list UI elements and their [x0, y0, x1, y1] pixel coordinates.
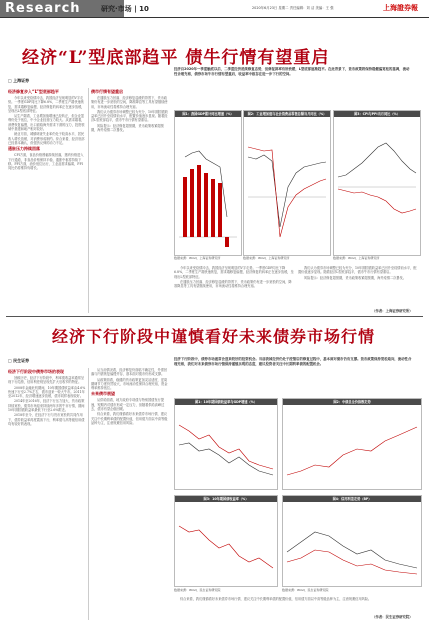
- article2-column-3: [174, 597, 420, 613]
- chart-graphic: [175, 117, 241, 253]
- article1-chart-1: [174, 110, 242, 256]
- article1-column-4: [298, 266, 418, 306]
- article2-chart-1: [174, 398, 278, 490]
- chart-graphic: [283, 502, 421, 586]
- article1-paragraph: 从生产端看，工业增加值增速已经转正，但企业盈利仍处于低位，中小企业经营压力较大。从需求端看，消费恢复偏慢，出口面临海外需求下滑的压力，投资领域中基建和地产相对较好。: [8, 114, 85, 132]
- article2-chart-caption: 数据来源：Wind，民生证券研究院: [174, 588, 221, 592]
- chart-title: 图2：工业增加值与社会消费品零售总额当月同比（%）: [244, 111, 330, 117]
- article1-paragraph: CPI方面，食品价格涨幅持续回落，猪肉价格进入下行通道，非食品价格保持平稳，通胀中枢将持续下移。PPI方面，油价低位运行，工业品需求偏弱，PPI同比仍将维持负增长。: [8, 153, 84, 171]
- article1-paragraph: 我们认为债券市场调整已较为充分，10年期国债收益率已回升至疫情前水平，配置价值逐步显现。随着经济L型底部趋平，债市牛市行情有望重启。: [91, 109, 168, 123]
- article1-paragraph: 在通胀压力回落、经济修复趋缓的背景下，货币政策仍有进一步宽松的空间，降准降息等工具有望继续使用，市场流动性将维持合理充裕。: [91, 96, 168, 109]
- article1-chart-3-caption: 数据来源：Wind，上海证券研究所: [333, 256, 380, 260]
- header-section: 研究·市场 | 10: [101, 5, 149, 13]
- article1-headline: 经济“L”型底部趋平 债牛行情有望重启: [22, 48, 330, 68]
- chart-title: 图3：10年期国债收益率（%）: [175, 496, 277, 502]
- article1-paragraph: 我们认为债券市场调整已较为充分，10年期国债收益率已回升至疫情前水平，配置价值逐步显现。随着经济L型底部趋平，债市牛市行情有望重启。: [298, 266, 417, 275]
- chart-title: 图1：10年期国债收益率与GDP增速（%）: [175, 399, 277, 405]
- article2-paragraph: 2018年至今，在经济下行与货币宽松的共同作用下，债券收益率再度震荡下行，利率债与高等级信用债均有较好的表现。: [8, 413, 85, 426]
- article2-chart-3: [174, 495, 278, 587]
- header-newspaper-name: 上海證券報: [383, 3, 418, 12]
- article2-paragraph: 2014年至2016年，经济下行压力加大，货币政策持续宽松，债券市场迎来持续两年多的牛市行情，期间10年期国债收益率最低下行至2.6%附近。: [8, 399, 85, 413]
- article1-chart-1-caption: 数据来源：Wind，上海证券研究所: [174, 256, 221, 260]
- article1-paragraph: 在通胀压力回落、经济修复趋缓的背景下，货币政策仍有进一步宽松的空间，降准降息等工具有望继续使用，市场流动性将维持合理充裕。: [174, 279, 292, 289]
- article2-lead: 经济下行阶段中，债券市场通常会迎来较好的投资机会。当前我国经济仍处于疫情后的修复过程中，基本面对债市仍有支撑。货币政策保持宽松取向，流动性合理充裕，我们对未来债券市场行情保持谨慎乐观的态度，建议投资者关注中长期利率债的配置机会。: [174, 357, 412, 366]
- article2-paragraph: 从政策面看，稳健的货币政策更加灵活适度，逆周期调节力度仍然较大，市场流动性保持合理充裕，资金利率维持低位。: [91, 377, 168, 391]
- article1-paragraph: 今年以来受疫情冲击，我国经济呈现明显的V字走势。一季度GDP同比下降6.8%，二季度生产端快速恢复，需求端修复偏慢，经济修复的斜率正在逐步放缓，呈现出L型底部特征。: [174, 266, 294, 279]
- article1-paragraph: 风险提示：经济修复超预期，货币政策收紧超预期，海外疫情二次暴发。: [304, 275, 406, 280]
- article1-subhead-1: 经济修复步入“L”型底部趋平: [8, 89, 59, 94]
- article1-subhead-2: 通胀压力持续回落: [8, 146, 40, 152]
- article2-signature: （作者：民生证券研究院）: [372, 615, 413, 619]
- article2-paragraph: 综合来看，我们谨慎看好未来债券市场行情，建议关注中长期利率债的配置价值，信用债方面以中高等级品种为主，注意规避信用风险。: [91, 412, 168, 425]
- article1-column-1: [8, 88, 86, 313]
- header-rule: [0, 17, 429, 18]
- article2-column-2: [91, 368, 169, 620]
- column-divider: [88, 368, 89, 620]
- article2-subhead-2: 未来债市展望: [91, 391, 115, 397]
- chart-graphic: [244, 117, 330, 253]
- article2-paragraph: 从供给面看，地方政府专项债与特别国债发行提速，短期内对债市形成一定压力，但随着供给高峰过去，债市有望企稳回暖。: [91, 398, 165, 412]
- chart-title: 图3：CPI与PPI当月同比（%）: [334, 111, 420, 117]
- article2-paragraph: 2008年金融危机期间，10年期国债收益率由4.6%快速下行至2.7%左右，债市迎来一轮大牛市。2011年至2012年，经济增速逐步放缓，债市同样表现较好。: [8, 385, 86, 399]
- article1-column-2: [91, 88, 169, 313]
- header-meta: 2020年6月23日 星期二 责任编辑：刘 洁 美编：王 强: [252, 6, 334, 10]
- article1-paragraph: 风险提示：经济修复超预期，货币政策收紧超预期，海外疫情二次暴发。: [91, 123, 164, 133]
- article1-signature: （作者：上海证券研究所）: [372, 309, 413, 313]
- article1-lead: 经济自2020年一季度触底以后，二季度经济延续修复态势，但修复斜率有所放缓，L型底部逐渐趋平。在此背景下，货币政策将保持稳健偏宽松的基调，流动性合理充裕，债券市场牛市行情有望重启，收益率中枢存在进一步下行的空间。: [174, 67, 410, 76]
- article1-column-3: [174, 266, 294, 314]
- article1-subhead-3: 债市行情有望重启: [91, 89, 123, 94]
- article2-chart-caption: 数据来源：Wind，民生证券研究院: [282, 588, 329, 592]
- chart-graphic: [175, 405, 277, 489]
- article2-paragraph: 从当前情况看，经济修复仍面临不确定性，外需回落与内需恢复偏慢并存，基本面对债市仍形成支撑。: [91, 368, 168, 377]
- chart-title: 图4：信用利差走势（BP）: [283, 496, 421, 502]
- header-logo: Research: [5, 1, 81, 16]
- article2-headline: 经济下行阶段中谨慎看好未来债券市场行情: [52, 327, 376, 346]
- article1-paragraph: 今年以来受疫情冲击，我国经济呈现明显的V字走势。一季度GDP同比下降6.8%，二季度生产端快速恢复，需求端修复偏慢，经济修复的斜率正在逐步放缓，呈现出L型底部特征。: [8, 96, 85, 113]
- article2-byline: □ 民生证券: [8, 358, 30, 363]
- article2-subhead-1: 经济下行阶段中债券市场的表现: [8, 369, 64, 374]
- chart-graphic: [283, 405, 421, 489]
- column-divider: [88, 88, 89, 313]
- article1-paragraph: 就业方面，城镇调查失业率仍处于较高水平，居民收入增长放缓，对消费形成制约。综合来看，经济底部已经基本确认，但强劲反弹的动力不足。: [8, 132, 85, 145]
- chart-graphic: [334, 117, 420, 253]
- article2-paragraph: 综合来看，我们谨慎看好未来债券市场行情，建议关注中长期利率债的配置价值，信用债方面以中高等级品种为主，注意规避信用风险。: [180, 597, 372, 601]
- article-separator: [6, 316, 423, 317]
- article2-chart-2: [282, 398, 422, 490]
- page-header: [0, 0, 429, 17]
- article2-chart-4: [282, 495, 422, 587]
- chart-title: 图1：我国GDP累计同比增速（%）: [175, 111, 241, 117]
- article1-chart-3: [333, 110, 421, 256]
- article2-paragraph: 回顾历史，经济下行阶段中，利率债收益率通常呈现下行趋势，信用利差则呈现先扩大后收窄的特征。: [8, 376, 85, 385]
- article2-column-1: [8, 368, 86, 620]
- chart-title: 图2：中债总全价指数走势: [283, 399, 421, 405]
- article1-chart-2: [243, 110, 331, 256]
- article1-byline: □ 上海证券: [8, 78, 30, 83]
- chart-graphic: [175, 502, 277, 586]
- article1-chart-2-caption: 数据来源：Wind，上海证券研究所: [243, 256, 290, 260]
